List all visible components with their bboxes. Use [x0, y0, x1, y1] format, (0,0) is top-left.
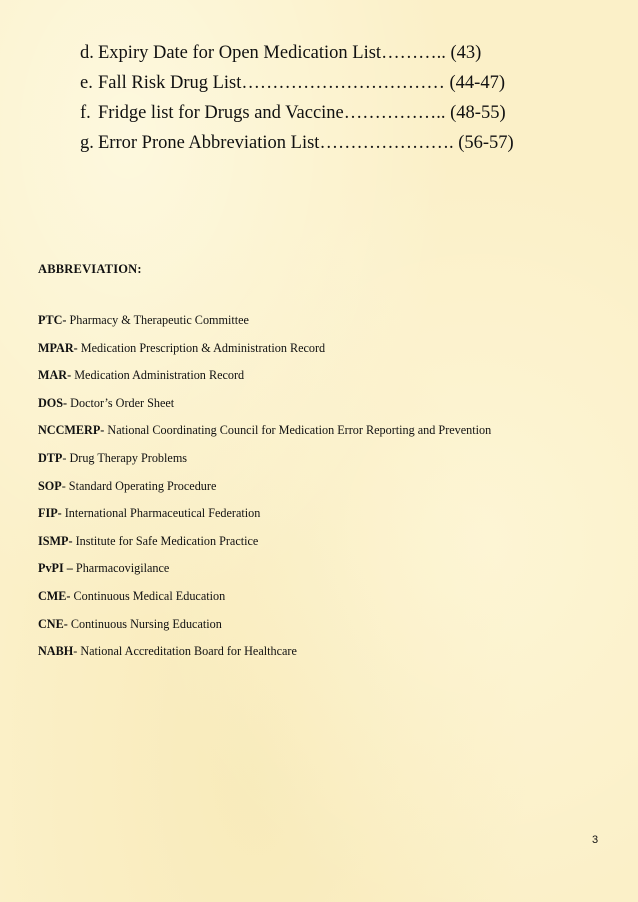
- abbreviation-item: [38, 587, 491, 615]
- abbreviation-term: NCCMERP-: [38, 423, 105, 438]
- abbreviation-item: [38, 394, 491, 422]
- abbreviation-item: [38, 477, 491, 505]
- abbreviation-term: CNE-: [38, 616, 68, 631]
- abbreviation-item: [38, 615, 491, 643]
- abbreviation-term: PvPI –: [38, 561, 73, 576]
- toc-item-letter: d.: [80, 43, 94, 63]
- abbreviation-term: MPAR-: [38, 340, 78, 355]
- abbreviation-term: DTP: [38, 450, 63, 465]
- abbreviation-item: [38, 559, 491, 587]
- page-number: 3: [592, 834, 599, 846]
- abbreviation-item: [38, 339, 491, 367]
- abbreviation-definition: Medication Prescription & Administration Record: [77, 340, 326, 355]
- abbreviation-term: CME-: [38, 588, 71, 603]
- toc-item-letter: g.: [80, 133, 94, 153]
- abbreviation-item: [38, 366, 491, 394]
- toc-item-text: Error Prone Abbreviation List…………………. (56-57): [98, 133, 514, 153]
- abbreviation-definition: Pharmacovigilance: [72, 561, 170, 576]
- abbreviation-definition: Doctor’s Order Sheet: [67, 395, 175, 410]
- abbreviation-definition: - Standard Operating Procedure: [61, 478, 217, 493]
- toc-item: [80, 38, 514, 68]
- abbreviation-term: FIP-: [38, 506, 62, 521]
- toc-item-text: Expiry Date for Open Medication List……….. (43): [98, 43, 482, 63]
- abbreviation-item: [38, 504, 491, 532]
- abbreviation-definition: Pharmacy & Therapeutic Committee: [66, 313, 249, 327]
- toc-item: [80, 68, 514, 98]
- table-of-contents-list: [80, 38, 514, 158]
- abbreviation-definition: - Drug Therapy Problems: [62, 450, 188, 465]
- abbreviation-item: [38, 642, 491, 670]
- abbreviation-definition: Continuous Medical Education: [70, 588, 226, 603]
- abbreviation-definition: International Pharmaceutical Federation: [61, 506, 261, 521]
- abbreviation-heading: ABBREVIATION:: [38, 262, 142, 276]
- abbreviation-definition: Medication Administration Record: [71, 368, 245, 383]
- abbreviation-item: [38, 532, 491, 560]
- abbreviation-term: DOS-: [38, 395, 68, 410]
- toc-item-letter: e.: [80, 73, 93, 93]
- toc-item: [80, 128, 514, 158]
- toc-item: [80, 98, 514, 128]
- toc-item-letter: f.: [80, 103, 91, 123]
- abbreviation-definition: Institute for Safe Medication Practice: [72, 533, 259, 548]
- toc-item-text: Fall Risk Drug List…………………………… (44-47): [98, 73, 505, 93]
- abbreviation-term: ISMP-: [38, 533, 73, 548]
- abbreviation-item: [38, 311, 491, 339]
- abbreviation-definition: Continuous Nursing Education: [67, 616, 222, 631]
- abbreviation-term: SOP: [38, 478, 62, 493]
- abbreviation-list: [38, 311, 491, 670]
- abbreviation-item: [38, 421, 491, 449]
- abbreviation-term: MAR-: [38, 368, 72, 383]
- abbreviation-definition: National Coordinating Council for Medication Error Reporting and Prevention: [104, 423, 492, 438]
- abbreviation-item: [38, 449, 491, 477]
- toc-item-text: Fridge list for Drugs and Vaccine…………….. (48-55): [98, 103, 506, 123]
- abbreviation-definition: - National Accreditation Board for Healthcare: [73, 644, 297, 659]
- abbreviation-term: PTC-: [38, 313, 67, 327]
- abbreviation-term: NABH: [38, 644, 74, 659]
